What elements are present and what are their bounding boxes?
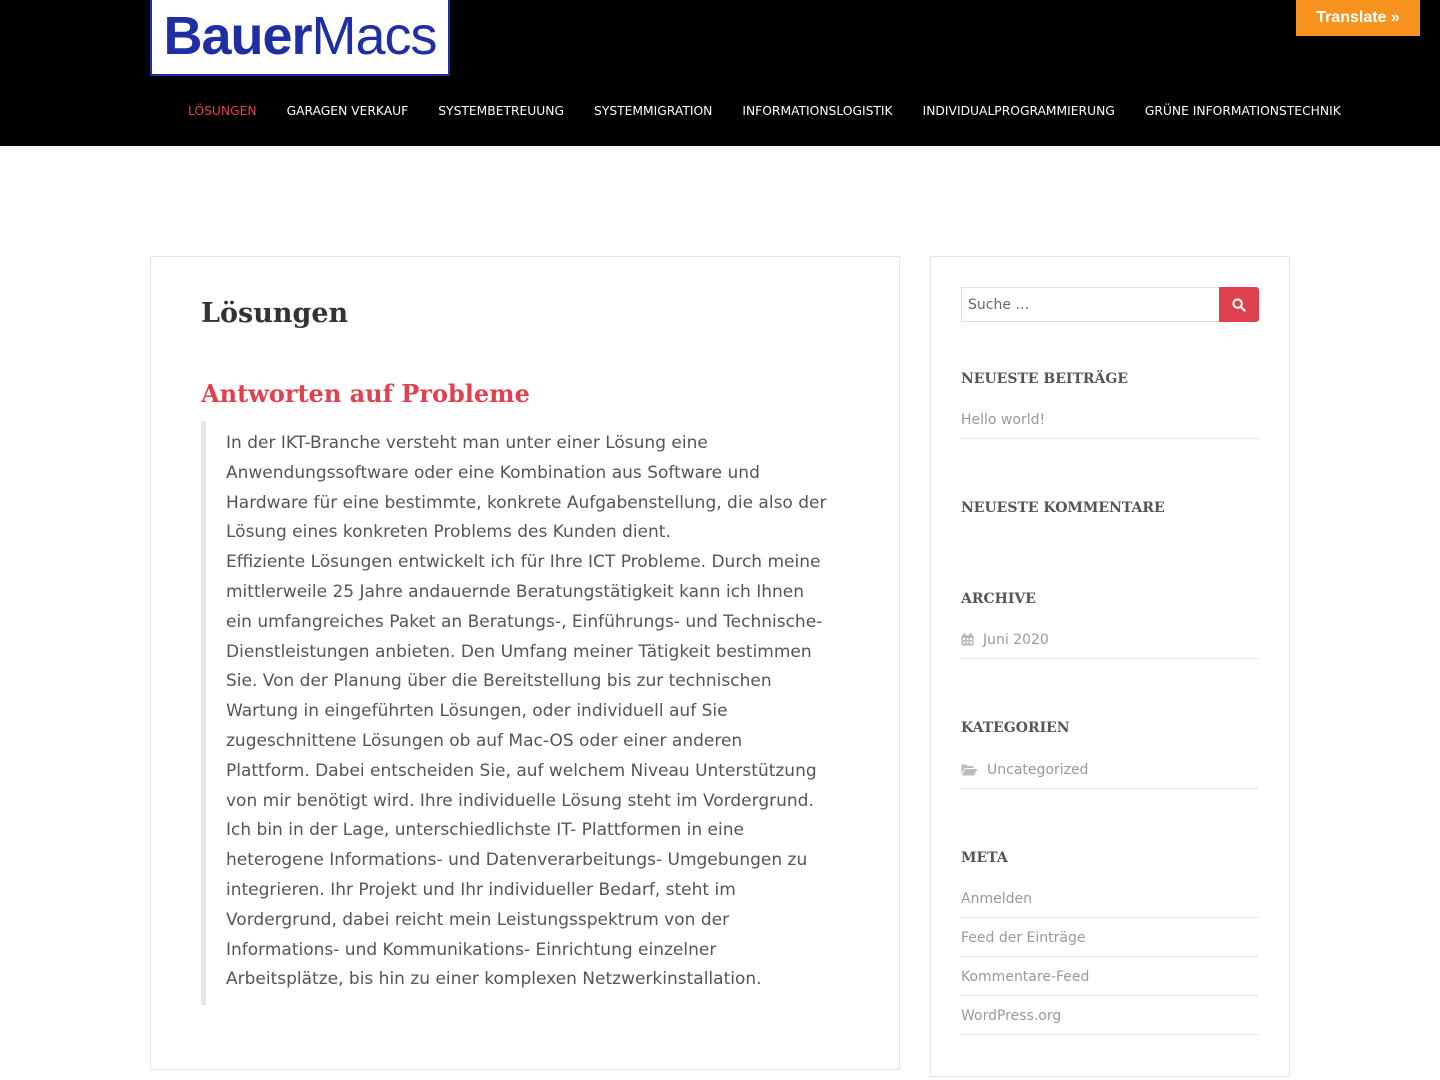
search-button[interactable]	[1219, 287, 1259, 322]
archive-title: ARCHIVE	[961, 591, 1036, 607]
recent-post-label: Hello world!	[961, 411, 1046, 428]
paragraph-body: Effiziente Lösungen entwickelt ich für Ihre ICT Probleme. Durch meine mittlerweile 25 Jahre andauernde Beratungstätigkeit kann ich Ihnen ein umfangreiches Paket an Beratungs-, Einführungs- und Technische-Dienstleistungen anbieten. Den Umfang meiner Tätigkeit bestimmen Sie. Von der Planung über die Bereitstellung bis zur technischen Wartung in eingeführten Lösungen, oder individuell auf Sie zugeschnittene Lösungen ob auf Mac-OS oder einer anderen Plattform. Dabei entscheiden Sie, auf welchem Niveau Unterstützung von mir benötigt wird. Ihre individuelle Lösung steht im Vordergrund. Ich bin in der Lage, unterschiedlichste IT- Plattformen in eine heterogene Informations- und Datenverarbeitungs- Umgebungen zu integrieren. Ihr Projekt und Ihr individueller Bedarf, steht im Vordergrund, dabei reicht mein Leistungsspektrum von der Informations- und Kommunikations- Einrichtung einzelner Arbeitsplätze, bis hin zu einer komplexen Netzwerkinstallation.	[226, 552, 823, 990]
main-navigation	[188, 100, 1371, 122]
archive-label: Juni 2020	[983, 631, 1049, 648]
meta-link-label: Kommentare-Feed	[961, 968, 1090, 985]
archive-link[interactable]	[961, 621, 1259, 659]
search-input[interactable]	[961, 287, 1220, 322]
nav-item-loesungen[interactable]: LÖSUNGEN	[188, 104, 257, 118]
calendar-icon	[961, 633, 975, 646]
meta-link-label: WordPress.org	[961, 1007, 1062, 1024]
recent-comments-title: NEUESTE KOMMENTARE	[961, 500, 1165, 516]
meta-title: META	[961, 850, 1008, 866]
site-header	[0, 0, 1440, 146]
meta-link-label: Anmelden	[961, 890, 1032, 907]
translate-button[interactable]: Translate »	[1296, 0, 1420, 36]
content-blockquote	[201, 421, 831, 1005]
page-title: Lösungen	[201, 298, 349, 329]
content-card	[150, 256, 900, 1070]
site-logo[interactable]	[150, 0, 450, 76]
logo-text-regular: Macs	[311, 6, 437, 66]
recent-posts-title: NEUESTE BEITRÄGE	[961, 371, 1129, 387]
meta-link-label: Feed der Einträge	[961, 929, 1086, 946]
search-icon	[1232, 298, 1246, 312]
folder-open-icon	[961, 763, 978, 776]
paragraph-intro: In der IKT-Branche versteht man unter einer Lösung eine Anwendungssoftware oder eine Kombination aus Software und Hardware für eine bestimmte, konkrete Aufgabenstellung, die also der Lösung eines konkreten Problems des Kunden dient.	[226, 433, 827, 543]
section-heading: Antworten auf Probleme	[201, 379, 530, 408]
nav-item-systembetreuung[interactable]: SYSTEMBETREUUNG	[438, 104, 565, 118]
category-label: Uncategorized	[987, 761, 1089, 778]
meta-link-entries-feed[interactable]	[961, 919, 1259, 957]
search-form	[961, 287, 1259, 322]
nav-item-individualprogrammierung[interactable]: INDIVIDUALPROGRAMMIERUNG	[922, 104, 1115, 118]
nav-item-informationslogistik[interactable]: INFORMATIONSLOGISTIK	[742, 104, 893, 118]
meta-link-comments-feed[interactable]	[961, 958, 1259, 996]
category-link[interactable]	[961, 751, 1259, 789]
nav-item-garagen-verkauf[interactable]: GARAGEN VERKAUF	[286, 104, 409, 118]
logo-text	[156, 4, 444, 68]
sidebar	[930, 256, 1290, 1077]
recent-post-link[interactable]	[961, 401, 1259, 439]
logo-text-bold: Bauer	[163, 6, 312, 66]
nav-item-gruene-informationstechnik[interactable]: GRÜNE INFORMATIONSTECHNIK	[1144, 104, 1341, 118]
categories-title: KATEGORIEN	[961, 720, 1070, 736]
nav-item-systemmigration[interactable]: SYSTEMMIGRATION	[594, 104, 713, 118]
meta-link-wordpress[interactable]	[961, 997, 1259, 1035]
meta-link-login[interactable]	[961, 880, 1259, 918]
